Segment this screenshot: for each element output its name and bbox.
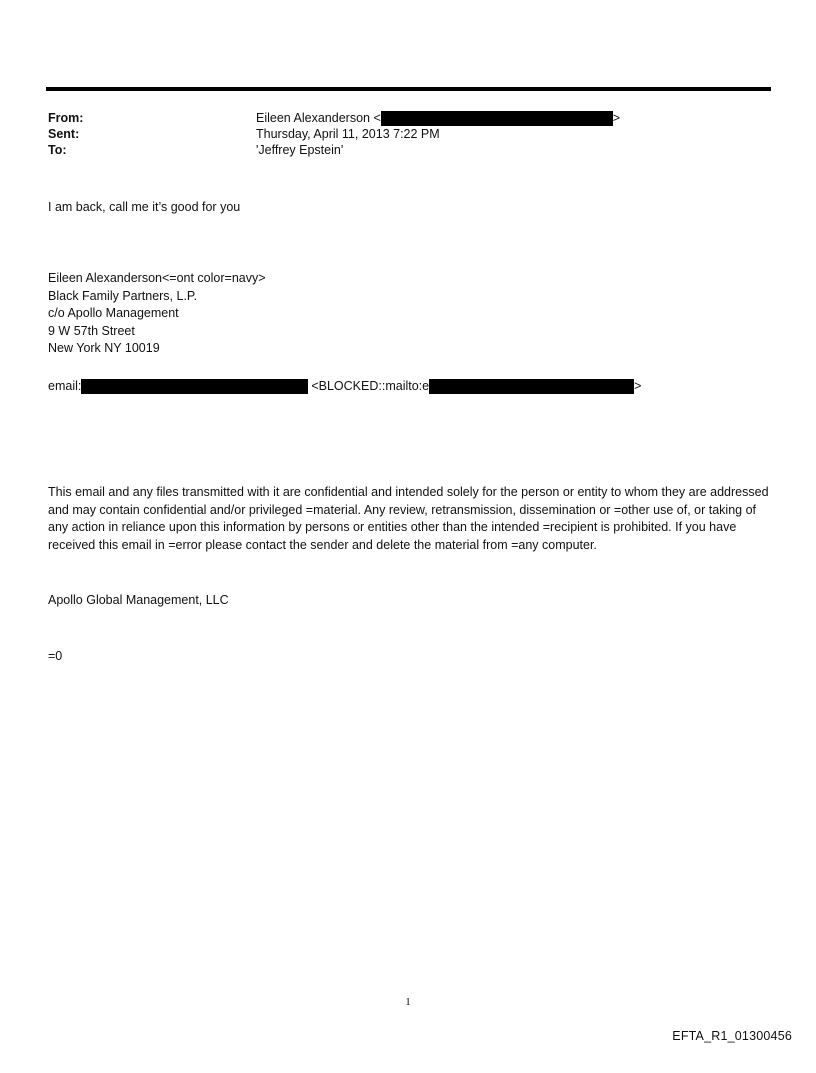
page-number: 1 bbox=[405, 996, 411, 1008]
bates-number: EFTA_R1_01300456 bbox=[672, 1029, 792, 1043]
to-value: 'Jeffrey Epstein' bbox=[256, 143, 344, 157]
from-value bbox=[256, 110, 768, 126]
confidentiality-disclaimer: This email and any files transmitted with it are confidential and intended solely for the person or entity to whom they are addressed and may contain confidential and/or privileged =material. Any review, retransmission, dissemination or =other use of, or taking of any action in reliance upon this information by persons or entities other than the intended =recipient is prohibited. If you have received this email in =error please contact the sender and delete the material from =any computer. bbox=[48, 485, 769, 552]
sent-label: Sent: bbox=[48, 127, 80, 141]
redaction-bar bbox=[429, 379, 634, 394]
blocked-visible-char: e bbox=[422, 379, 430, 393]
from-row bbox=[48, 110, 768, 126]
signature-line: c/o Apollo Management bbox=[48, 306, 179, 320]
signature-block bbox=[48, 270, 772, 358]
blocked-close: > bbox=[634, 379, 642, 393]
email-label: email: bbox=[48, 379, 82, 393]
from-label: From: bbox=[48, 111, 84, 125]
to-row bbox=[48, 142, 768, 158]
signature-line: New York NY 10019 bbox=[48, 341, 160, 355]
message-body: I am back, call me it’s good for you bbox=[48, 200, 241, 214]
company-name: Apollo Global Management, LLC bbox=[48, 593, 229, 607]
sent-value: Thursday, April 11, 2013 7:22 PM bbox=[256, 127, 440, 141]
from-name: Eileen Alexanderson < bbox=[256, 111, 381, 125]
signature-line: Black Family Partners, L.P. bbox=[48, 288, 198, 303]
signature-email-line bbox=[48, 378, 641, 395]
sent-row bbox=[48, 126, 768, 142]
redaction-bar bbox=[81, 379, 308, 394]
email-header bbox=[48, 110, 768, 158]
from-close: > bbox=[612, 111, 621, 125]
header-rule bbox=[46, 87, 771, 91]
to-label: To: bbox=[48, 143, 67, 157]
signature-line: Eileen Alexanderson<=ont color=navy> bbox=[48, 271, 266, 285]
trailer-text: =0 bbox=[48, 649, 63, 663]
signature-line: 9 W 57th Street bbox=[48, 323, 135, 338]
blocked-mailto: <BLOCKED::mailto: bbox=[311, 379, 423, 393]
redaction-bar bbox=[381, 111, 613, 126]
